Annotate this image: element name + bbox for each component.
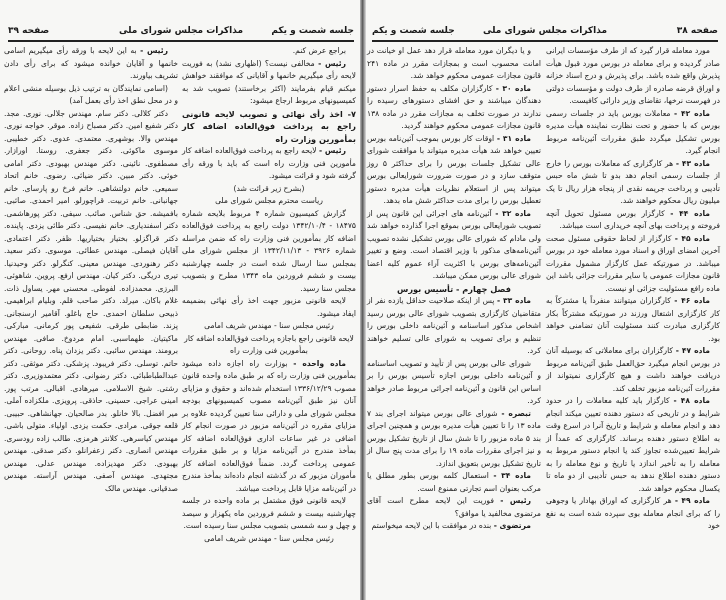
paragraph xyxy=(182,295,356,320)
paragraph-text: بوزارت راه اجازه داده میشود بمأمورین فنی وزارت راه که بر طبق ماده واحده قانون مصوب ۱۳۳۶/۱۲/۲۹ استخدام شده‌اند و حقوق و مزایای آنان نیز طبق آئین‌نامه مصوب کمیسیونهای بودجه مجلس شورای ملی و دارائی سنا تعیین گردیده علاوه بر مزایای مقرره در آئین‌نامه مزبور در صورت انجام کار اضافی در غیر ساعات اداری فوق‌العاده اضافه کار بمأخذ مندرج در آئین‌نامه مزایا و بر طبق مقررات عمومی پرداخت گردد. ضمناً فوق‌العاده اضافه کار مأموران مزبور که در گذشته انجام داده‌اند بمأخذ مندرج در آئین‌نامه مزایا قابل پرداخت میباشد. xyxy=(182,358,356,493)
paragraph xyxy=(182,358,356,496)
text-column-left xyxy=(367,45,541,533)
right-page xyxy=(364,0,726,600)
book-gutter xyxy=(360,0,366,600)
paragraph xyxy=(182,195,356,208)
paragraph-text: (بشرح زیر قرائت شد) xyxy=(233,183,305,193)
paragraph xyxy=(182,45,356,58)
paragraph-text: لایحه راجع به پرداخت فوق‌العاده اضافه کار مأمورین فنی وزارت راه است که باید با ورقه رأی گرفته شود و قرائت میشود. xyxy=(182,146,356,180)
paragraph xyxy=(367,45,541,83)
text-column-right xyxy=(182,45,356,545)
paragraph-lead: تبصره - xyxy=(501,408,531,418)
paragraph xyxy=(182,320,356,333)
paragraph-text: معاملات بورس باید در جلسات رسمی بورس که با حضور و تحت نظارت نماینده هیأت مدیره بورس تشکیل میگردد طبق مقررات آئین‌نامه مربوط انجام گیرد. xyxy=(546,108,720,155)
paragraph xyxy=(546,208,720,233)
paragraph-lead: ماده ۴۸ - xyxy=(673,396,711,405)
session-label: جلسه شصت و یکم xyxy=(372,26,455,36)
paragraph-text: دکتر کلالی. دکتر سام. مهندس جلالی. نوری. مجد. دکتر شفیع امین. دکتر مصباح زاده. موقر. خواجه نوری. مهندس والا. بوشهری. معتمدی. عدوی. دکتر خطیبی. موسوی ماکوئی. دکتر جعفری. روستا. اورازار. مصطفوی. نائینی. دکتر مهندس بهبودی. دکتر امامی خوئی. دکتر مبین. دکتر ضیائی. رضوی. خانم اتحاد سمیعی. خانم دولتشاهی. خانم فرخ رو پارسای. خانم جهانبانی. خانم تربیت. قراچورلو. امیر احمدی. صائبی. بافمیشه. حق شناس. صائب. سیفی. دکتر پورهاشمی. دکتر اسفندیاری. خانم نفیسی. دکتر طائی یزدی. پاینده. دکتر قراگزلو. بختیار بختیاریها. ظفر. دکتر اعتمادی. آقایان فیصلی. مهندس عطائی. موسوی. دکتر سعید. دکتر رهنوردی. مهندس معینی. کنگرلو. دکتر وحیدنیا. تیری دریگی. دکتر کیان. مهندس ارفع. پروین. شاهوئی. البرزی. محمدزاده. لفوطی. محسنی مهر. یساول ذات. غلام باکان. میرلد. دکتر صاحب قلم. وبلیام ابراهیمی. ذبیحی سلطان احمدی. حاج باغلو. آقامیر ارسنجانی. پزند. ضابطی طرقی. شفیعی پور کرمانی. مبارکی. ماکیتیان. طهماسبی. امام مردوخ. صافی. مهندس برومند. مهندس سائبی. دکتر یزدان پناه. روحانی. دکتر حاتم. توسلی. دکتر فریبود. پزشکی. دکتر موثقی. دکتر عبدالطباطبائی. دکتر رضوانی. دکتر معتمدوزیری. دکتر رشتی. شیخ الاسلامی. میرهادی. اقبالی. مرتب پور. امینی عراجی. حسینی. حاذقی. پرویزی. ملکزاده آملی. میر افضل. بالا خانلو. بدر صالحیان. جهانشاهی. حبیبی. قلعه جوقی. مرادی. حکمت یزدی. اولیاء. متولی باشی. مهندس کیاسرهی. کلانتر هرمزی. طالب زاده رودسری. مهندس انصاری. دکتر زعفرانلو. دکتر صدقی. مهندس بهبودی. دکتر مهدیزاده. مهندس عدلی. مهندس مجتهدی. مهندس آصفی. مهندس آراسته. مهندس صدقیانی. مهندس مالک xyxy=(4,108,178,493)
paragraph xyxy=(4,108,178,496)
paragraph xyxy=(546,158,720,208)
paragraph-text: لایحه قانونی مزبور جهت اخذ رأی نهائی بضمیمه ایفاد میشود. xyxy=(182,296,356,318)
paragraph-text: کارگزار بورس مسئول تحویل آنچه فروخته و پرداخت بهای آنچه خریداری است میباشد. xyxy=(546,208,720,230)
paragraph-lead: ماده ۳۰ - xyxy=(495,83,531,93)
paragraph-text: استعمال کلمه بورس بطور مطلق یا مرکب بعنوان اسم تجارتی ممنوع است. xyxy=(367,471,541,493)
page-number: صفحه ۳۹ xyxy=(8,26,50,36)
paragraph xyxy=(182,208,356,296)
paragraph-text: شورای عالی بورس میتواند اجرای بند ۷ ماده ۱۳ را تا تعیین هیأت مدیره بورس و همچنین اجرای بند ۵ ماده مزبور را تا شش سال از تاریخ تشکیل بورس و نیز اجرای مقررات ماده ۱۹ را برای مدت پنج سال از تاریخ تشکیل بورس بتعویق اندازد. xyxy=(367,408,541,468)
text-column-left xyxy=(4,45,178,495)
paragraph-text: کارگزاران مکلف به حفظ اسرار دستور دهندگان میباشند و حق افشای دستورهای رسیده را ندارند در صورت تخلف به مجازات مقرر در ماده ۱۳۸ قانون مجازات عمومی محکوم خواهند گردید. xyxy=(367,83,541,130)
paragraph-lead: رئیس - xyxy=(140,46,169,55)
paragraph xyxy=(182,533,356,546)
paragraph xyxy=(367,495,541,520)
paragraph-text: کارگزاران برای معاملاتی که بوسیله آنان در بورس انجام میگیرد حق‌العمل طبق آئین‌نامه مربوط دریافت خواهند داشت و هیچ کارگزاری نمیتواند از مقررات آئین‌نامه مزبور تخلف کند. xyxy=(546,346,720,393)
paragraph xyxy=(546,395,720,495)
paragraph-text: (اسامی نمایندگان به ترتیب ذیل بوسیله منشی اعلام و در محل نطق اخذ رأی بعمل آمد) xyxy=(4,83,178,105)
paragraph xyxy=(182,495,356,533)
page-number: صفحه ۳۸ xyxy=(676,26,718,36)
paragraph-lead: ماده ۴۷ - xyxy=(675,346,711,355)
paragraph-lead: ماده ۴۴ - xyxy=(670,208,710,218)
paragraph-text: اوقات کار بورس بموجب آئین‌نامه بورس تعیین خواهد شد هیأت مدیره میتواند با موافقت شورای عالی تشکیل جلسات بورس را برای حداکثر ۵ روز متوقف سازد و در صورت ضرورت شورایعالی بورس میتواند پس از استعلام نظریات هیأت مدیره دستور تعطیل بورس را برای مدت حداکثر شش ماه بدهد. xyxy=(367,133,541,205)
paragraph xyxy=(546,45,720,108)
paragraph-text: آئین‌نامه های اجرائی این قانون پس از تصویب شورایعالی بورس بموقع اجرا گذارده خواهد شد ولی مادام که شورای عالی بورس تشکیل نشده تصویب آئین‌نامه‌های مذکور با وزیر اقتصاد است. وضع و تغییر آئین‌نامه‌های بورس با اکثریت آراء عموم کلیه اعضا شورای عالی بورس ممکن میباشد. xyxy=(367,208,541,280)
paragraph xyxy=(367,208,541,283)
paragraph xyxy=(182,145,356,183)
paragraph xyxy=(182,108,356,146)
paragraph-lead: مرتضوی - xyxy=(493,521,531,530)
paragraph-text: ریاست محترم مجلس شورای ملی xyxy=(215,196,323,205)
paragraph-text: رئیس مجلس سنا - مهندس شریف امامی xyxy=(204,321,334,330)
paragraph-text: مخالفی نیست؟ (اظهاری نشد) به فوریت لایحه رأی میگیریم خانمها و آقایانی که موافقند خواهش میکنم قیام بفرمایند (اکثر برخاستند) تصویب شد به کمیسیونهای مربوط ارجاع میشود: xyxy=(182,58,356,105)
paragraph-lead: رئیس - xyxy=(318,58,347,68)
paragraph xyxy=(367,83,541,133)
paragraph xyxy=(182,183,356,196)
paragraph-text: کارگزار از لحاظ حقوقی مسئول صحت آخرین امضای اوراق و اسناد مورد معامله خود در بورس میباشد. در صورتیکه عمل کارگزار مشمول مقررات قانون مجازات عمومی یا سایر مقررات جزائی باشد این ماده رافع مسئولیت جزائی او نیست. xyxy=(546,233,720,293)
header-rule xyxy=(8,40,354,42)
paragraph-lead: ماده ۳۱ - xyxy=(496,133,531,143)
paragraph-text: بنده در موافقت با این لایحه میخواستم xyxy=(371,521,492,530)
running-title: مذاکرات مجلس شورای ملی xyxy=(118,26,244,36)
paragraph-text: رئیس مجلس سنا - مهندس شریف امامی xyxy=(204,533,334,543)
paragraph-text: فوریت این لایحه مطرح است آقای مرتضوی مخالفید یا موافق؟ xyxy=(367,496,541,518)
paragraph xyxy=(182,333,356,358)
paragraph xyxy=(367,408,541,471)
page-header xyxy=(8,24,354,40)
paragraph xyxy=(367,520,541,533)
paragraph-text: هر کارگزاری که اوراق بهادار یا وجوهی را که برای انجام معامله بوی سپرده شده است به نفع خود xyxy=(546,496,720,530)
paragraph-lead: ماده ۴۹ - xyxy=(674,496,711,505)
paragraph xyxy=(367,283,541,296)
paragraph-lead: رئیس - xyxy=(319,146,346,155)
paragraph-lead: ماده ۴۶ - xyxy=(674,296,711,305)
paragraph xyxy=(367,470,541,495)
paragraph-lead: ماده ۴۵ - xyxy=(674,233,711,243)
paragraph xyxy=(367,133,541,208)
paragraph xyxy=(182,58,356,108)
paragraph-text: هر کارگزاری که معاملات بورس را خارج از جلسات رسمی انجام دهد بدو تا شش ماه حبس تأدیبی و پرداخت جریمه نقدی از پنجاه هزار ریال تا یک میلیون ریال محکوم خواهند شد. xyxy=(546,158,720,205)
left-page xyxy=(0,0,362,600)
paragraph xyxy=(546,345,720,395)
paragraph-text: کارگزاران میتوانند منفرداً یا مشترکاً به کار کارگزاری اشتغال ورزند در صورتیکه مشترکاً بکار کارگزاری مبادرت کنند مسئولیت آنان تضامنی خواهد بود. xyxy=(546,296,720,343)
paragraph-lead: ماده ۴۲ - xyxy=(674,108,711,118)
session-label: جلسه شصت و یکم xyxy=(271,26,354,36)
paragraph-text: لایحه قانونی فوق مشتمل بر ماده واحده در جلسه چهارشنبه بیست و ششم فروردین ماه یکهزار و سیصد و چهل و سه شمسی بتصویب مجلس سنا رسیده است. xyxy=(182,496,356,530)
paragraph xyxy=(546,495,720,533)
paragraph xyxy=(367,358,541,408)
paragraph-text: گزارش کمیسیون شماره ۴ مربوط بلایحه شماره ۱۸۴۷۵ - ۱۳۴۲/۱۰/۴ دولت راجع به پرداخت فوق‌العاده اضافه کار بمأمورین فنی وزارت راه که ضمن مراسله شماره ۳۹۲۶ - ۱۳۴۲/۱۱/۱۳ از مجلس شورای ملی بمجلس سنا ارسال شده است در جلسه چهارشنبه بیست و ششم فروردین ماه ۱۳۴۳ مطرح و بتصویب مجلس سنا رسید. xyxy=(182,208,356,293)
running-title: مذاکرات مجلس شورای ملی xyxy=(482,26,608,36)
paragraph-lead: رئیس - xyxy=(500,496,531,505)
paragraph-lead: ماده ۴۳ - xyxy=(675,158,711,168)
paragraph xyxy=(367,295,541,358)
page-header xyxy=(372,24,718,40)
paragraph xyxy=(546,233,720,296)
paragraph-text: فصل چهارم - تأسیس بورس xyxy=(397,283,511,294)
paragraph xyxy=(546,108,720,158)
paragraph-text: مورد معامله قرار گیرد که از طرف مؤسسات ایرانی صادر گردیده و برای معامله در بورس مورد قبول هیأت پذیرش واقع شده باشد. برای پذیرش و درج اسناد خزانه و اوراق قرضه صادره از طرف دولت و مؤسسات دولتی در فهرست نرخها، تقاضای وزیر دارائی کافیست. xyxy=(546,46,720,105)
paragraph-lead: ماده ۳۲ - xyxy=(495,208,531,218)
paragraph xyxy=(4,83,178,108)
paragraph-lead: ماده واحده - xyxy=(293,358,346,368)
paragraph-text: کارگزار باید کلیه معاملات را در حدود شرایط و در تاریخی که دستور دهنده تعیین میکند انجام دهد و انجام معامله و شرایط و تاریخ آنرا در اسرع وقت به اطلاع دستور دهنده برساند. کارگزاری که عمداً از شرایط تعیین‌شده تجاوز کند یا انجام دستور مربوط به معامله را به تأخیر اندازد یا تاریخ و نوع معامله را به دستور دهنده اطلاع ندهد به حبس تأدیبی از دو ماه تا یکسال محکوم خواهد شد. xyxy=(546,396,720,493)
paragraph-lead: ماده ۳۴ - xyxy=(493,471,531,480)
paragraph-text: لایحه قانونی راجع باجازه پرداخت فوق‌العاده اضافه کار بمأمورین فنی وزارت راه xyxy=(184,333,354,355)
paragraph-text: براجع عرض کنم. xyxy=(292,46,346,55)
paragraph-text: و یا دیگران مورد معامله قرار دهد عمل او خیانت در امانت محسوب است و بمجازات مقرر در ماده ۲۴۱ قانون مجازات عمومی محکوم خواهد شد. xyxy=(367,46,541,80)
paragraph xyxy=(4,45,178,83)
paragraph-text: ۷- اخذ رأی نهائی و تصویب لایحه قانونی راجع به پرداخت فوق‌العاده اضافه کار بمأمورین وزارت راه xyxy=(182,108,356,144)
paragraph-text: شورای عالی بورس پس از تأیید و تصویب اساسنامه و آئین‌نامه داخلی بورس اجازه تأسیس بورس را بر اساس این قانون و آئین‌نامه اجرائی مربوط صادر خواهد کرد. xyxy=(367,358,541,405)
paragraph-text: پس از اینکه صلاحیت حداقل یازده نفر از متقاضیان کارگزاری بتصویب شورای عالی بورس رسید اشخاص مذکور اساسنامه و آئین‌نامه داخلی بورس را تنظیم و برای تصویب به شورای عالی تسلیم خواهند کرد. xyxy=(367,296,541,355)
paragraph xyxy=(546,295,720,345)
paragraph-lead: ماده ۳۳ - xyxy=(497,296,532,305)
text-column-right xyxy=(546,45,720,533)
header-rule xyxy=(372,40,718,42)
paragraph-text: به این لایحه با ورقه رأی میگیریم اسامی خانمها و آقایان خوانده میشود که برای رأی دادن تشریف بیاورند. xyxy=(4,46,178,80)
